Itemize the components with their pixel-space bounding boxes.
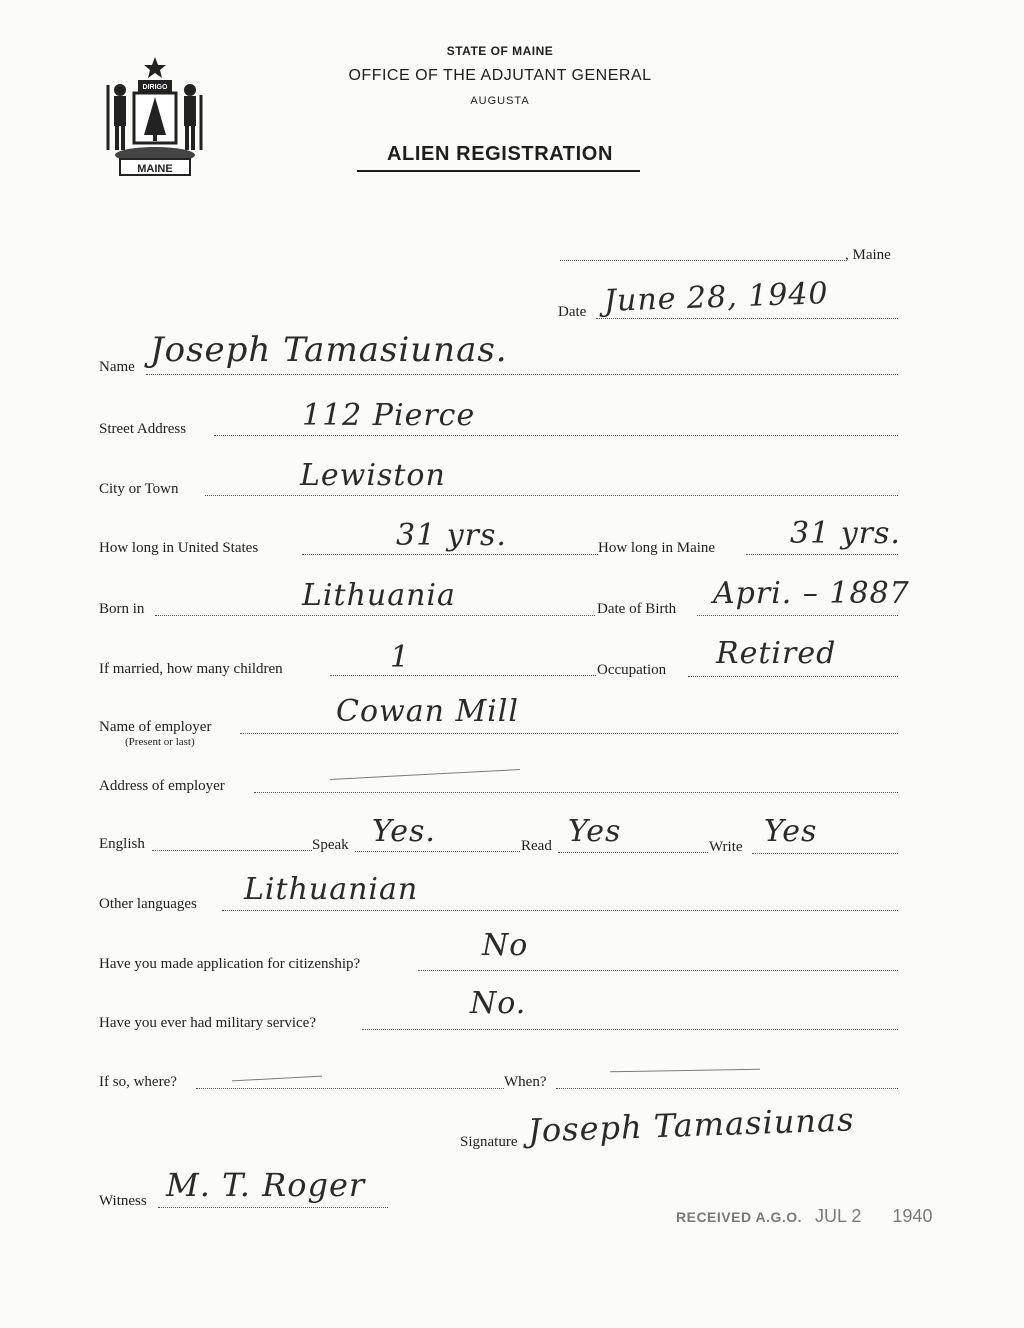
speak-value: Yes. (372, 814, 436, 849)
english-label: English (99, 836, 145, 852)
occupation-line[interactable] (688, 676, 898, 677)
languages-label: Other languages (99, 896, 197, 912)
employer-address-dash (330, 769, 520, 780)
write-line[interactable] (752, 853, 898, 854)
name-label: Name (99, 359, 135, 375)
occupation-label: Occupation (597, 662, 667, 678)
seal-motto: DIRIGO (142, 84, 168, 91)
form-title: ALIEN REGISTRATION (387, 143, 613, 165)
name-line[interactable] (146, 374, 898, 375)
us-label: How long in United States (99, 540, 259, 556)
born-value: Lithuania (302, 578, 456, 613)
city-heading: AUGUSTA (470, 95, 530, 107)
read-label: Read (521, 838, 552, 854)
where-line[interactable] (196, 1088, 504, 1089)
dob-label: Date of Birth (597, 601, 677, 617)
city-value: Lewiston (300, 458, 446, 493)
children-value: 1 (390, 640, 411, 675)
military-line[interactable] (362, 1029, 898, 1030)
children-label: If married, how many children (99, 661, 283, 677)
place-line[interactable] (560, 260, 845, 261)
state-seal-icon (100, 55, 210, 180)
state-heading: STATE OF MAINE (446, 44, 554, 58)
city-line[interactable] (205, 495, 898, 496)
office-heading: OFFICE OF THE ADJUTANT GENERAL (348, 67, 652, 84)
city-label: City or Town (99, 481, 179, 497)
employer-value: Cowan Mill (336, 694, 519, 729)
dob-value: Apri. – 1887 (713, 576, 910, 611)
english-line[interactable] (152, 850, 312, 851)
stamp-year: 1940 (892, 1206, 933, 1226)
employer-sublabel: (Present or last) (125, 736, 195, 748)
date-line[interactable] (596, 318, 898, 319)
read-line[interactable] (558, 852, 708, 853)
dob-line[interactable] (697, 615, 898, 616)
signature-value: Joseph Tamasiunas (527, 1100, 856, 1150)
when-dash (610, 1069, 760, 1073)
speak-line[interactable] (355, 851, 520, 852)
when-label: When? (504, 1074, 547, 1090)
title-underline (357, 170, 640, 172)
street-line[interactable] (214, 435, 898, 436)
children-line[interactable] (330, 675, 596, 676)
us-value: 31 yrs. (396, 518, 507, 553)
born-label: Born in (99, 601, 145, 617)
languages-value: Lithuanian (244, 872, 419, 907)
name-value: Joseph Tamasiunas. (150, 330, 508, 370)
read-value: Yes (568, 814, 622, 849)
witness-line[interactable] (158, 1207, 388, 1208)
witness-value: M. T. Roger (166, 1166, 366, 1204)
maine-value: 31 yrs. (790, 516, 901, 551)
employer-address-label: Address of employer (99, 778, 225, 794)
employer-label: Name of employer (99, 719, 212, 735)
date-value: June 28, 1940 (603, 276, 830, 319)
occupation-value: Retired (716, 636, 837, 671)
seal-text: MAINE (137, 163, 173, 175)
place-suffix: , Maine (845, 247, 891, 263)
where-label: If so, where? (99, 1074, 177, 1090)
military-value: No. (470, 986, 527, 1021)
us-line[interactable] (302, 554, 598, 555)
employer-line[interactable] (240, 733, 898, 734)
speak-label: Speak (312, 837, 349, 853)
citizenship-line[interactable] (418, 970, 898, 971)
military-label: Have you ever had military service? (99, 1015, 316, 1031)
born-line[interactable] (155, 615, 595, 616)
write-value: Yes (764, 814, 818, 849)
signature-label: Signature (460, 1134, 518, 1150)
received-stamp (676, 1206, 932, 1227)
write-label: Write (709, 839, 743, 855)
maine-line[interactable] (746, 554, 898, 555)
witness-label: Witness (99, 1193, 147, 1209)
street-value: 112 Pierce (302, 398, 476, 433)
languages-line[interactable] (222, 910, 898, 911)
maine-label: How long in Maine (598, 540, 716, 556)
employer-address-line[interactable] (254, 792, 898, 793)
stamp-date: JUL 2 (815, 1206, 862, 1226)
citizenship-value: No (482, 928, 529, 963)
when-line[interactable] (556, 1088, 898, 1089)
where-dash (232, 1076, 322, 1082)
citizenship-label: Have you made application for citizenship? (99, 956, 361, 972)
stamp-received: RECEIVED A.G.O. (676, 1209, 803, 1225)
date-label: Date (558, 304, 587, 320)
street-label: Street Address (99, 421, 187, 437)
